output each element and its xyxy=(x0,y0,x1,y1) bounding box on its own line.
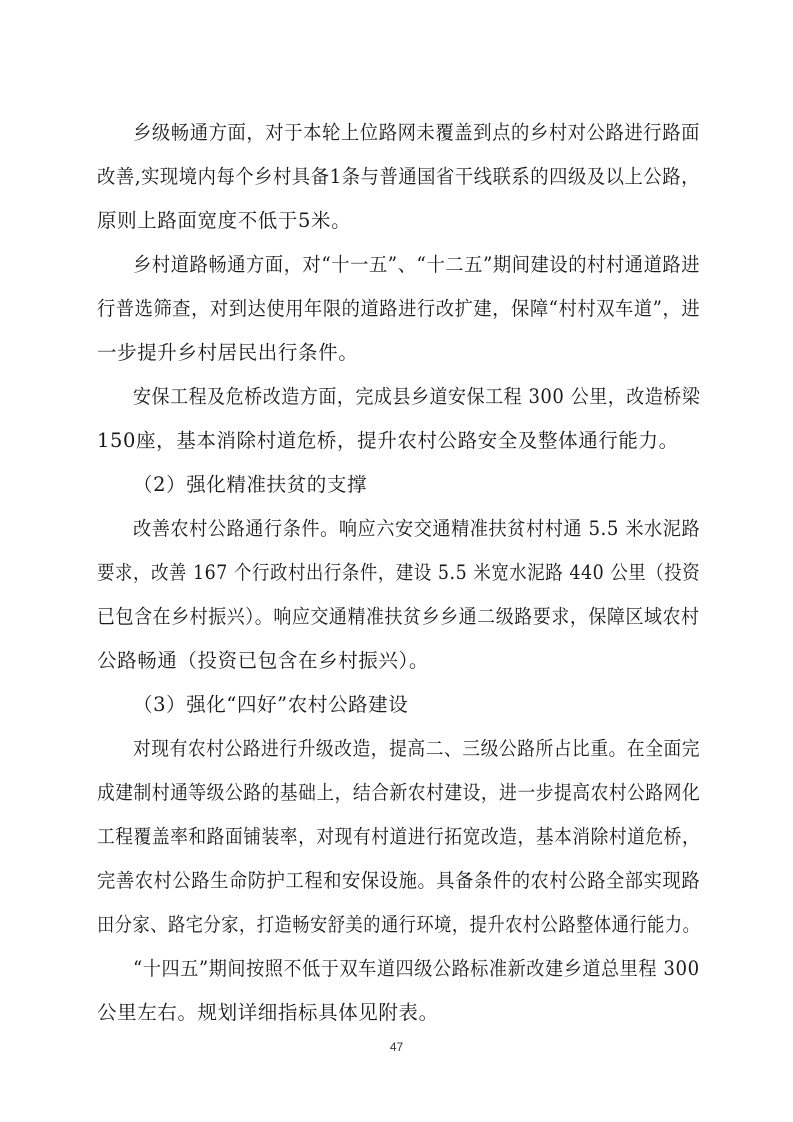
paragraph-line: 行普选筛查，对到达使用年限的道路进行改扩建，保障“村村双车道”，进 xyxy=(97,297,701,320)
paragraph-line: 对现有农村公路进行升级改造，提高二、三级公路所占比重。在全面完 xyxy=(133,737,701,760)
paragraph-line: 已包含在乡村振兴）。响应交通精准扶贫乡乡通二级路要求，保障区域农村 xyxy=(97,605,700,628)
paragraph-line: 改善,实现境内每个乡村具备1条与普通国省干线联系的四级及以上公路， xyxy=(97,165,700,188)
paragraph-line: 乡村道路畅通方面，对“十一五”、“十二五”期间建设的村村通道路进 xyxy=(133,253,701,276)
page-number: 47 xyxy=(389,1040,404,1054)
paragraph-line: 完善农村公路生命防护工程和安保设施。具备条件的农村公路全部实现路 xyxy=(97,869,701,892)
paragraph-line: 要求，改善 167 个行政村出行条件，建设 5.5 米宽水泥路 440 公里（投资 xyxy=(97,561,701,584)
paragraph-line: 公里左右。规划详细指标具体见附表。 xyxy=(97,1001,439,1024)
paragraph-line: 原则上路面宽度不低于5米。 xyxy=(97,209,352,232)
paragraph-line: 成建制村通等级公路的基础上，结合新农村建设，进一步提高农村公路网化 xyxy=(97,781,701,804)
section-heading: （2）强化精准扶贫的支撑 xyxy=(133,473,368,496)
paragraph-line: “十四五”期间按照不低于双车道四级公路标准新改建乡道总里程 300 xyxy=(133,957,700,980)
paragraph-line: 工程覆盖率和路面铺装率，对现有村道进行拓宽改造，基本消除村道危桥， xyxy=(97,825,701,848)
paragraph-line: 乡级畅通方面，对于本轮上位路网未覆盖到点的乡村对公路进行路面 xyxy=(133,121,701,144)
section-heading: （3）强化“四好”农村公路建设 xyxy=(133,693,409,716)
paragraph-line: 田分家、路宅分家，打造畅安舒美的通行环境，提升农村公路整体通行能力。 xyxy=(97,913,701,936)
paragraph-line: 公路畅通（投资已包含在乡村振兴）。 xyxy=(97,649,429,672)
paragraph-line: 一步提升乡村居民出行条件。 xyxy=(97,341,359,364)
paragraph-line: 安保工程及危桥改造方面，完成县乡道安保工程 300 公里，改造桥梁 xyxy=(133,385,701,408)
paragraph-line: 改善农村公路通行条件。响应六安交通精准扶贫村村通 5.5 米水泥路 xyxy=(133,517,701,540)
paragraph-line: 150座，基本消除村道危桥，提升农村公路安全及整体通行能力。 xyxy=(97,429,679,452)
